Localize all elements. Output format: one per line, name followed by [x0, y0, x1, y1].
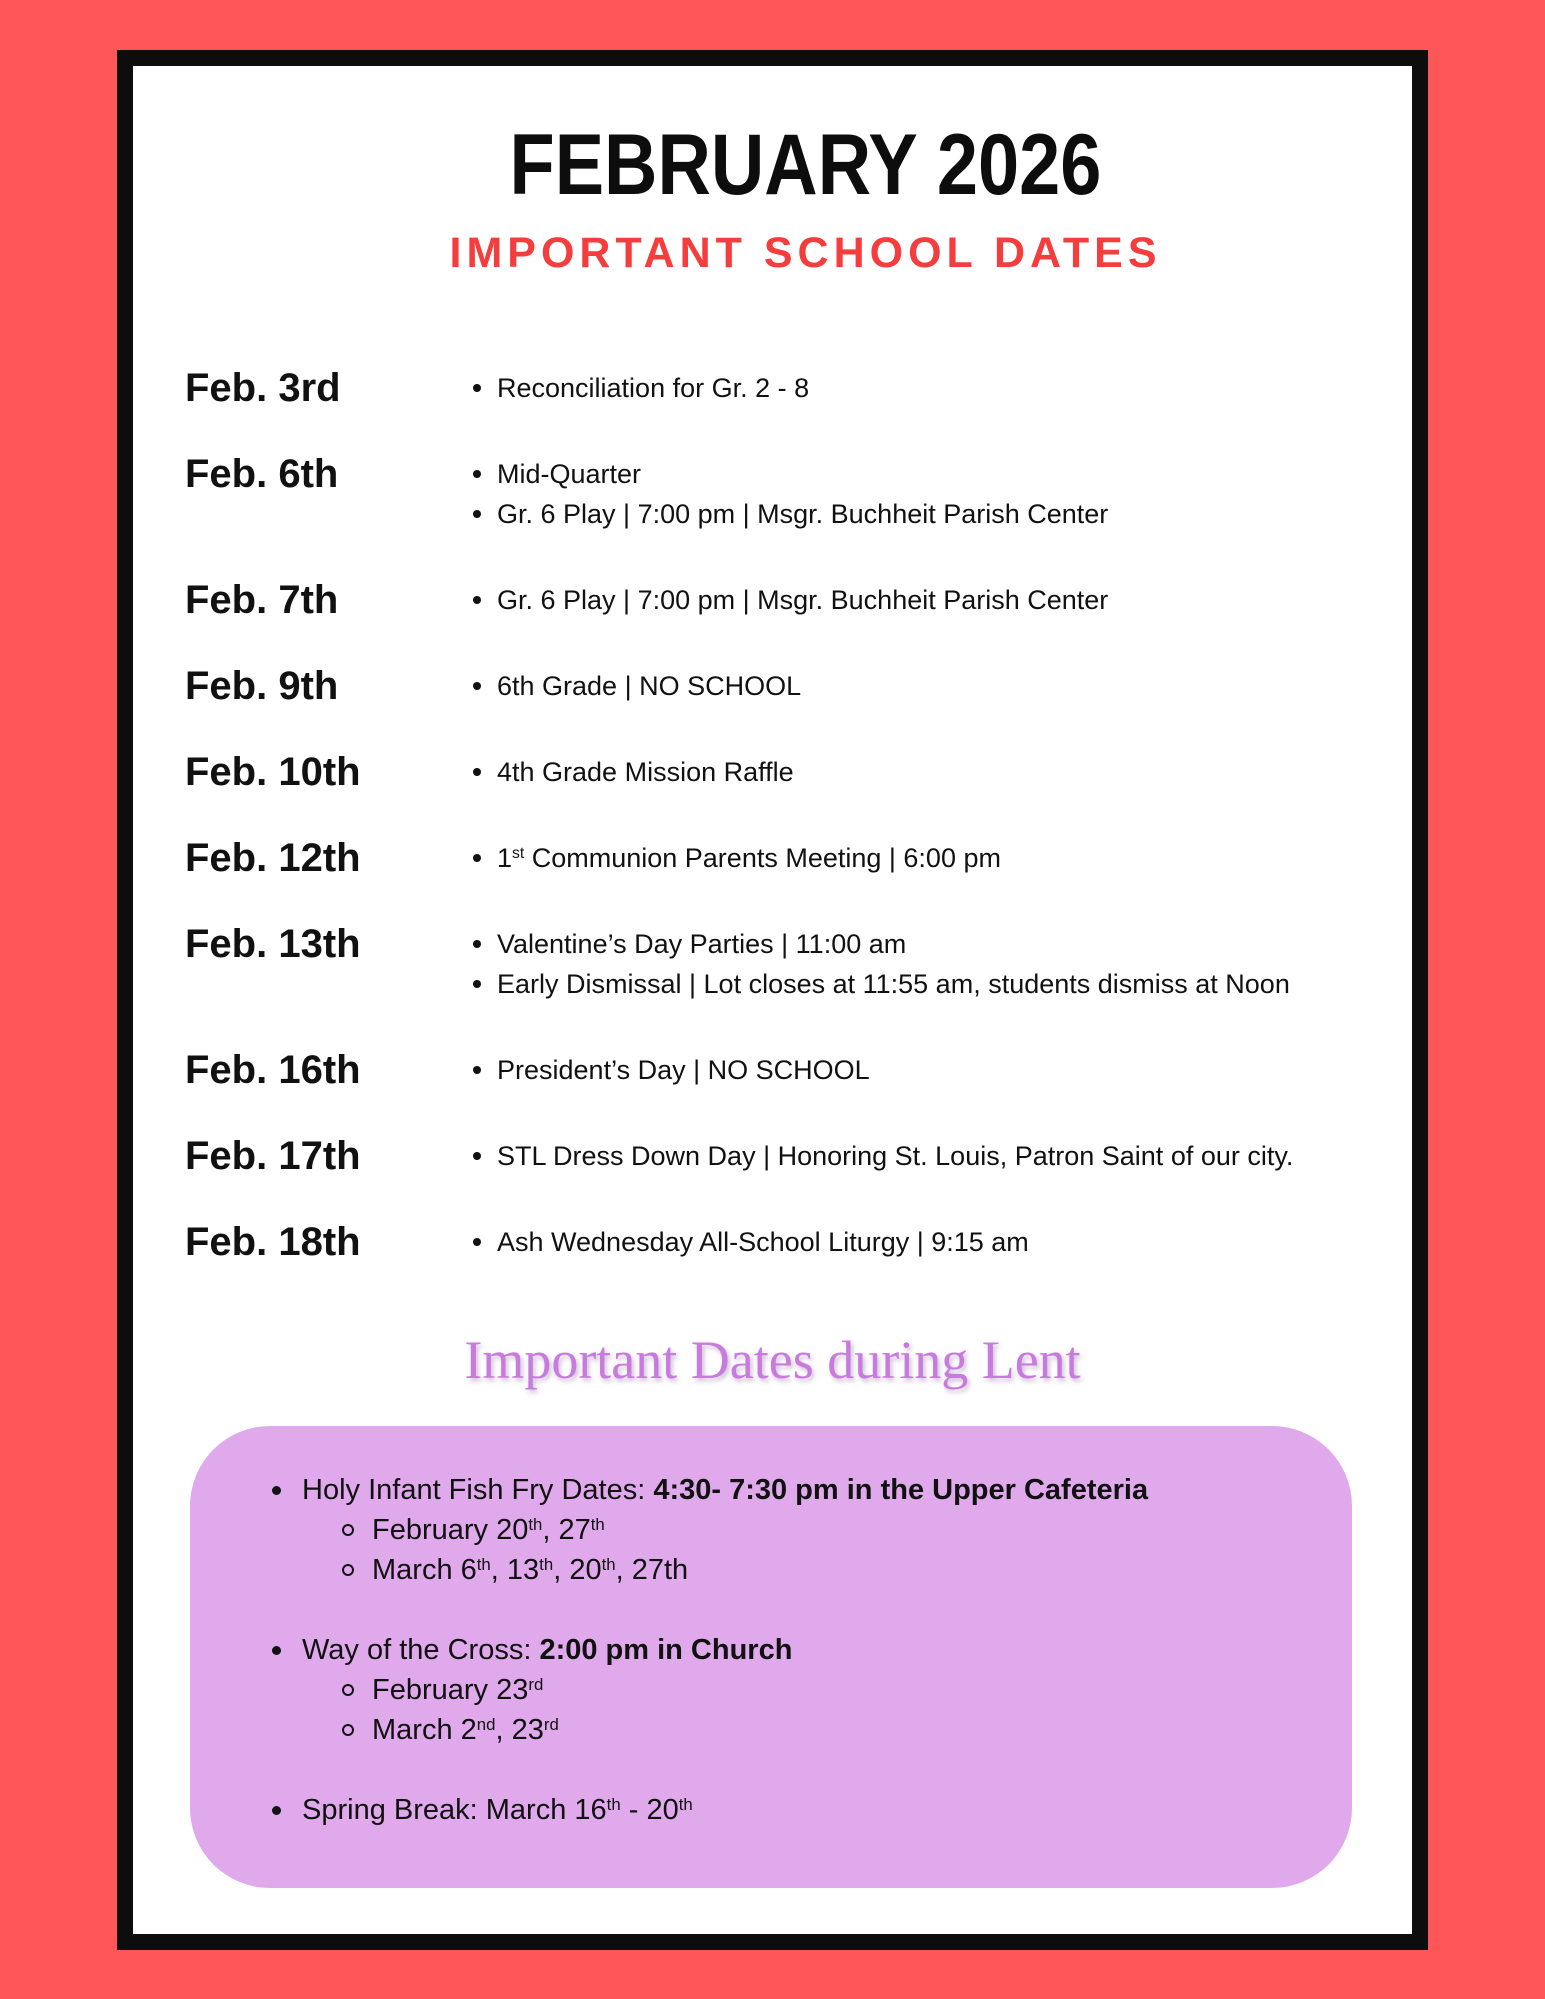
event-bullet-line [465, 838, 1001, 878]
schedule-row [185, 838, 1412, 878]
schedule-row [185, 1050, 1412, 1090]
text-segment: Mid-Quarter [497, 459, 642, 489]
text-segment: President’s Day | NO SCHOOL [497, 1055, 870, 1085]
text-segment: Valentine’s Day Parties | 11:00 am [497, 929, 907, 959]
text-segment: Gr. 6 Play | 7:00 pm | Msgr. Buchheit Parish Center [497, 585, 1109, 615]
text-segment: Ash Wednesday All-School Liturgy | 9:15 am [497, 1227, 1029, 1257]
text-segment: Early Dismissal | Lot closes at 11:55 am, students dismiss at Noon [497, 969, 1290, 999]
text-segment: February 20 [372, 1514, 529, 1546]
text-segment: Spring Break: March 16 [302, 1794, 607, 1826]
text-segment: 6th Grade | NO SCHOOL [497, 671, 802, 701]
ordinal-superscript: th [539, 1554, 554, 1574]
ordinal-superscript: th [590, 1514, 605, 1534]
page-subtitle: IMPORTANT SCHOOL DATES [449, 229, 1162, 277]
ordinal-superscript: th [528, 1514, 543, 1534]
lent-section-heading: Important Dates during Lent [464, 1330, 1081, 1390]
event-bullet-line [465, 1222, 1029, 1262]
lent-main-bullet-line [302, 1470, 1312, 1510]
text-segment: , 27th [615, 1554, 689, 1586]
schedule-row [185, 1136, 1412, 1176]
text-segment: February 23 [372, 1674, 529, 1706]
text-segment: Communion Parents Meeting | 6:00 pm [524, 843, 1001, 873]
content-sheet [133, 66, 1412, 1934]
schedule-date-label: Feb. 12th [185, 836, 361, 880]
text-segment: Gr. 6 Play | 7:00 pm | Msgr. Buchheit Parish Center [497, 499, 1109, 529]
schedule-events [465, 1222, 1029, 1262]
event-bullet-line [465, 368, 809, 408]
lent-sub-bullet-line [372, 1550, 1312, 1590]
bold-text: 2:00 pm in Church [539, 1634, 793, 1666]
schedule-date-label: Feb. 18th [185, 1220, 361, 1264]
text-segment: - 20 [620, 1794, 679, 1826]
ordinal-superscript: st [512, 845, 525, 863]
event-bullet-line [465, 752, 794, 792]
lent-main-bullet-line [302, 1790, 1312, 1830]
schedule-events [465, 454, 1108, 534]
schedule-date-label: Feb. 10th [185, 750, 361, 794]
page-title: FEBRUARY 2026 [509, 117, 1102, 213]
text-segment: Holy Infant Fish Fry Dates: [302, 1474, 654, 1506]
text-segment: Reconciliation for Gr. 2 - 8 [497, 373, 810, 403]
event-bullet-line [465, 494, 1108, 534]
text-segment: Way of the Cross: [302, 1634, 540, 1666]
schedule-events [465, 666, 801, 706]
ordinal-superscript: th [606, 1794, 621, 1814]
schedule-date-label: Feb. 17th [185, 1134, 361, 1178]
event-bullet-line [465, 1050, 870, 1090]
schedule-row [185, 752, 1412, 792]
schedule-date-label: Feb. 13th [185, 922, 361, 966]
black-border-frame [117, 50, 1428, 1950]
event-bullet-line [465, 666, 801, 706]
schedule-date-label: Feb. 9th [185, 664, 339, 708]
event-bullet-line [465, 580, 1108, 620]
lent-sub-bullet-line [372, 1670, 1312, 1710]
schedule-list [133, 368, 1412, 1262]
ordinal-superscript: th [601, 1554, 616, 1574]
schedule-events [465, 838, 1001, 878]
lent-group [302, 1630, 1312, 1750]
text-segment: , 13 [490, 1554, 540, 1586]
ordinal-superscript: rd [528, 1674, 544, 1694]
schedule-date-label: Feb. 6th [185, 452, 339, 496]
schedule-row [185, 580, 1412, 620]
bold-text: 4:30- 7:30 pm in the Upper Cafeteria [653, 1474, 1149, 1506]
text-segment: 4th Grade Mission Raffle [497, 757, 794, 787]
event-bullet-line [465, 964, 1290, 1004]
text-segment: , 20 [553, 1554, 602, 1586]
event-bullet-line [465, 454, 1108, 494]
schedule-events [465, 580, 1108, 620]
schedule-events [465, 368, 809, 408]
schedule-row [185, 666, 1412, 706]
schedule-row [185, 368, 1412, 408]
lent-group [302, 1470, 1312, 1590]
event-bullet-line [465, 1136, 1293, 1176]
ordinal-superscript: rd [543, 1714, 559, 1734]
ordinal-superscript: th [476, 1554, 491, 1574]
lent-sub-bullet-line [372, 1510, 1312, 1550]
schedule-row [185, 924, 1412, 1004]
text-segment: 1 [497, 843, 513, 873]
schedule-date-label: Feb. 16th [185, 1048, 361, 1092]
lent-dates-box [190, 1426, 1352, 1888]
schedule-events [465, 1136, 1293, 1176]
text-segment: March 6 [372, 1554, 477, 1586]
schedule-row [185, 1222, 1412, 1262]
lent-sub-bullet-line [372, 1710, 1312, 1750]
text-segment: , 27 [542, 1514, 591, 1546]
text-segment: March 2 [372, 1714, 477, 1746]
schedule-row [185, 454, 1412, 534]
ordinal-superscript: th [678, 1794, 693, 1814]
event-bullet-line [465, 924, 1290, 964]
schedule-events [465, 924, 1290, 1004]
schedule-events [465, 1050, 870, 1090]
schedule-events [465, 752, 794, 792]
lent-group [302, 1790, 1312, 1830]
text-segment: STL Dress Down Day | Honoring St. Louis, Patron Saint of our city. [497, 1141, 1294, 1171]
schedule-date-label: Feb. 7th [185, 578, 339, 622]
schedule-date-label: Feb. 3rd [185, 366, 341, 410]
text-segment: , 23 [495, 1714, 544, 1746]
ordinal-superscript: nd [476, 1714, 496, 1734]
lent-main-bullet-line [302, 1630, 1312, 1670]
